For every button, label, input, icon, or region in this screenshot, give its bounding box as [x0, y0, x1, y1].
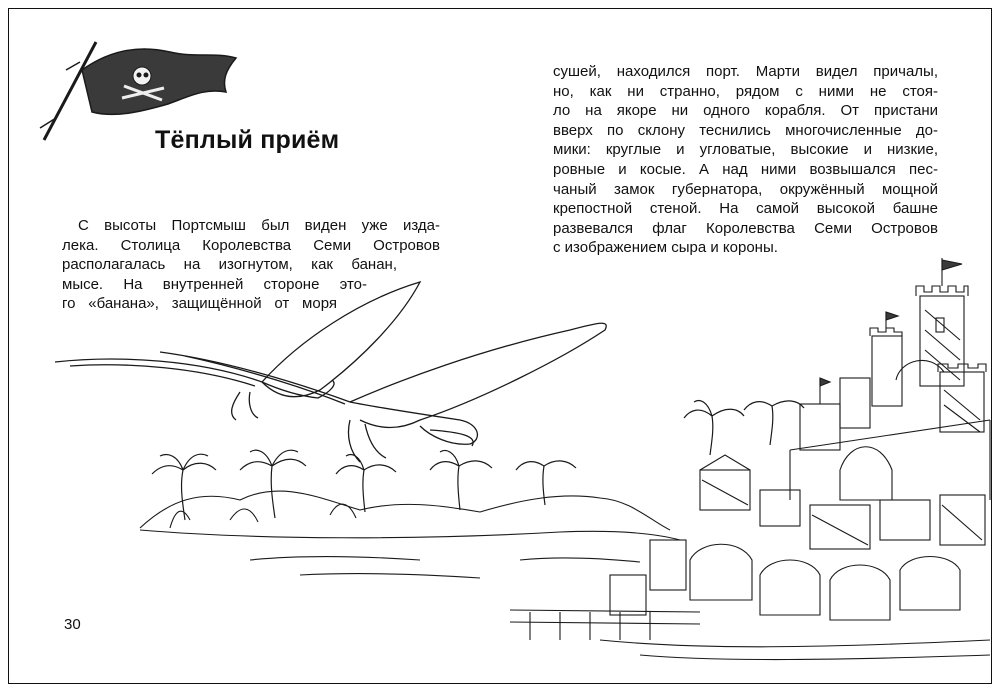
text-line: чаный замок губернатора, окружённый мощной: [553, 180, 938, 198]
text-line: С высоты Портсмыш был виден уже изда-: [78, 217, 440, 234]
text-line: мики: круглые и угловатые, высокие и низкие,: [553, 141, 938, 159]
left-text-column: [62, 216, 440, 314]
text-line: располагалась на изогнутом, как банан,: [62, 256, 397, 274]
text-line: мысе. На внутренней стороне это-: [62, 275, 367, 293]
page-number: 30: [64, 616, 81, 633]
text-line: развевался флаг Королевства Семи Островов: [553, 219, 938, 237]
right-text-column: [553, 62, 938, 258]
page-title: Тёплый приём: [155, 126, 340, 154]
text-line: крепостной стеной. На самой высокой башне: [553, 200, 938, 218]
text-line: вверх по склону теснились многочисленные до-: [553, 121, 938, 139]
text-line: сушей, находился порт. Марти видел причалы,: [553, 63, 938, 80]
shoreline: [140, 491, 680, 578]
palm-trees: [152, 401, 804, 520]
text-line: с изображением сыра и короны.: [553, 239, 778, 257]
text-line: го «банана», защищённой от моря: [62, 295, 337, 313]
text-line: но, как ни странно, рядом с ними не стоя-: [553, 82, 938, 100]
castle-town: [510, 258, 990, 660]
text-line: ровные и косые. А над ними возвышался пес-: [553, 160, 938, 178]
text-line: ло на якоре ни одного корабля. От пристани: [553, 102, 938, 120]
text-line: лека. Столица Королевства Семи Островов: [62, 236, 440, 254]
